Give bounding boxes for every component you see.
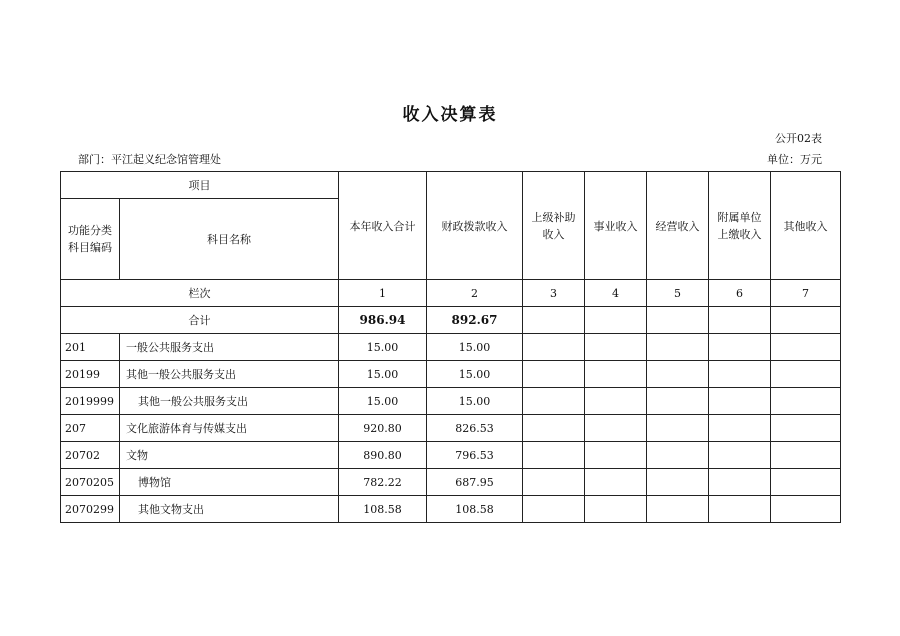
table-row — [61, 388, 841, 415]
header-affiliated-line2: 上缴收入 — [717, 227, 762, 241]
header-func-code-line1: 功能分类 — [68, 224, 112, 237]
row-code: 2070299 — [61, 496, 120, 523]
total-income-value: 986.94 — [339, 307, 427, 334]
row-name: 文物 — [120, 442, 339, 469]
row-code: 201 — [61, 334, 120, 361]
row-total: 890.80 — [339, 442, 427, 469]
column-num: 4 — [585, 280, 647, 307]
page-title: 收入决算表 — [402, 105, 498, 125]
unit-label: 单位：万元 — [767, 153, 822, 166]
row-total: 782.22 — [339, 469, 427, 496]
column-num: 3 — [523, 280, 585, 307]
header-superior — [523, 172, 585, 280]
column-num: 2 — [427, 280, 523, 307]
total-label: 合计 — [61, 307, 339, 334]
column-num: 6 — [709, 280, 771, 307]
row-fiscal: 826.53 — [427, 415, 523, 442]
header-operating: 经营收入 — [647, 172, 709, 280]
row-fiscal: 796.53 — [427, 442, 523, 469]
table-row — [61, 469, 841, 496]
row-name: 文化旅游体育与传媒支出 — [120, 415, 339, 442]
header-subject-name: 科目名称 — [120, 199, 339, 280]
row-total: 15.00 — [339, 361, 427, 388]
row-fiscal: 108.58 — [427, 496, 523, 523]
form-number: 公开02表 — [775, 132, 822, 145]
header-business: 事业收入 — [585, 172, 647, 280]
row-fiscal: 15.00 — [427, 388, 523, 415]
table-row — [61, 415, 841, 442]
header-superior-line2: 收入 — [542, 227, 565, 241]
table-row — [61, 334, 841, 361]
row-name: 其他文物支出 — [120, 496, 339, 523]
row-total: 108.58 — [339, 496, 427, 523]
department-label: 部门：平江起义纪念馆管理处 — [78, 153, 221, 166]
row-name: 一般公共服务支出 — [120, 334, 339, 361]
table-row — [61, 361, 841, 388]
row-total: 15.00 — [339, 334, 427, 361]
row-code: 20199 — [61, 361, 120, 388]
header-func-code — [61, 199, 120, 280]
column-num: 7 — [771, 280, 841, 307]
column-number-row — [61, 280, 841, 307]
row-total: 15.00 — [339, 388, 427, 415]
row-fiscal: 15.00 — [427, 334, 523, 361]
total-row — [61, 307, 841, 334]
row-fiscal: 15.00 — [427, 361, 523, 388]
header-affiliated-line1: 附属单位 — [717, 210, 762, 224]
row-code: 20702 — [61, 442, 120, 469]
row-code: 207 — [61, 415, 120, 442]
column-label: 栏次 — [61, 280, 339, 307]
header-total-income: 本年收入合计 — [339, 172, 427, 280]
table-row — [61, 496, 841, 523]
row-name: 其他一般公共服务支出 — [120, 388, 339, 415]
table-row — [61, 442, 841, 469]
header-superior-line1: 上级补助 — [531, 210, 576, 224]
row-code: 2019999 — [61, 388, 120, 415]
total-fiscal-value: 892.67 — [427, 307, 523, 334]
column-num: 1 — [339, 280, 427, 307]
row-fiscal: 687.95 — [427, 469, 523, 496]
income-table — [60, 171, 841, 523]
header-fiscal: 财政拨款收入 — [427, 172, 523, 280]
row-name: 博物馆 — [120, 469, 339, 496]
header-project: 项目 — [61, 172, 339, 199]
header-affiliated — [709, 172, 771, 280]
header-other: 其他收入 — [771, 172, 841, 280]
header-row-project — [61, 172, 841, 199]
row-total: 920.80 — [339, 415, 427, 442]
row-name: 其他一般公共服务支出 — [120, 361, 339, 388]
column-num: 5 — [647, 280, 709, 307]
header-func-code-line2: 科目编码 — [68, 241, 112, 254]
row-code: 2070205 — [61, 469, 120, 496]
